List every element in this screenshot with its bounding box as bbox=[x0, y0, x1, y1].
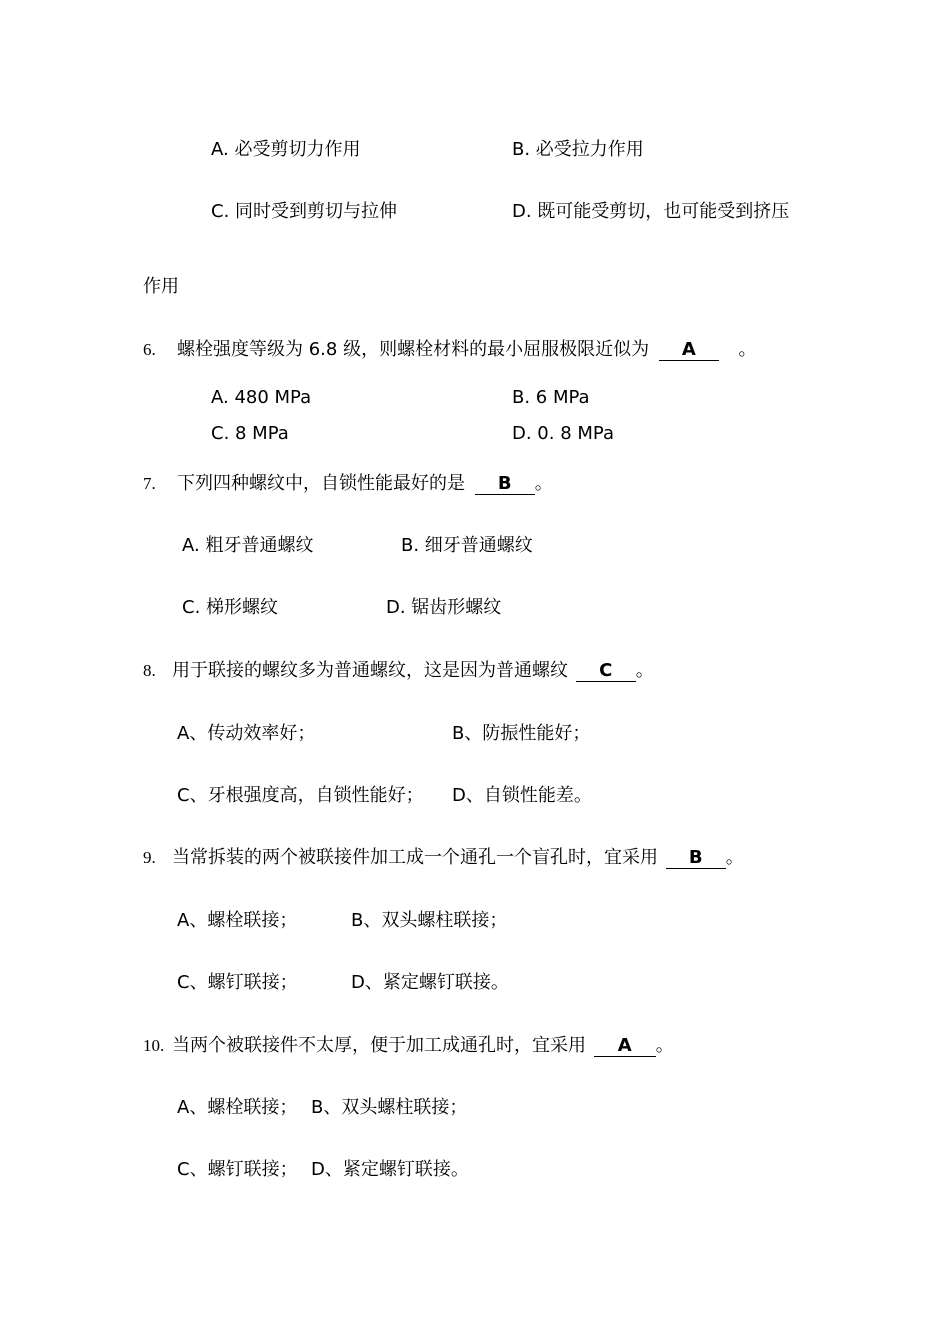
q5-option-d: D. 既可能受剪切，也可能受到挤压 bbox=[512, 201, 790, 222]
question-stem bbox=[177, 472, 553, 496]
q7-option-d: D. 锯齿形螺纹 bbox=[386, 597, 502, 618]
q5-option-b: B. 必受拉力作用 bbox=[512, 139, 644, 160]
q8-option-d: D、自锁性能差。 bbox=[452, 785, 592, 806]
stem-end: 。 bbox=[725, 847, 744, 868]
answer-text: B bbox=[497, 473, 512, 494]
q9-option-c: C、螺钉联接； bbox=[177, 972, 298, 993]
q10-option-a: A、螺栓联接； bbox=[177, 1097, 298, 1118]
question-number: 7. bbox=[143, 474, 156, 493]
q7-option-a: A. 粗牙普通螺纹 bbox=[182, 535, 314, 556]
question-stem bbox=[172, 846, 744, 870]
answer-text: A bbox=[681, 339, 696, 360]
answer-blank bbox=[594, 1036, 656, 1057]
answer-text: A bbox=[617, 1035, 632, 1056]
stem-end: 。 bbox=[655, 1035, 674, 1056]
q8-option-c: C、牙根强度高，自锁性能好； bbox=[177, 785, 424, 806]
q5-option-d-continuation: 作用 bbox=[143, 276, 179, 297]
q6-option-c: C. 8 MPa bbox=[211, 423, 289, 444]
stem-end: 。 bbox=[534, 473, 553, 494]
q9-option-b: B、双头螺柱联接； bbox=[351, 910, 508, 931]
q8-option-b: B、防振性能好； bbox=[452, 723, 591, 744]
q6-option-d: D. 0. 8 MPa bbox=[512, 423, 614, 444]
stem-text: 用于联接的螺纹多为普通螺纹，这是因为普通螺纹 bbox=[172, 660, 568, 681]
q6-option-a: A. 480 MPa bbox=[211, 387, 312, 408]
stem-end: 。 bbox=[635, 660, 654, 681]
question-stem bbox=[172, 659, 654, 683]
q9-option-d: D、紧定螺钉联接。 bbox=[351, 972, 509, 993]
question-number: 9. bbox=[143, 848, 156, 867]
q7-option-b: B. 细牙普通螺纹 bbox=[401, 535, 533, 556]
question-number: 8. bbox=[143, 661, 156, 680]
q10-option-d: D、紧定螺钉联接。 bbox=[311, 1159, 469, 1180]
q10-option-c: C、螺钉联接； bbox=[177, 1159, 298, 1180]
question-number: 10. bbox=[143, 1036, 165, 1055]
question-number: 6. bbox=[143, 340, 156, 359]
stem-text: 螺栓强度等级为 6.8 级，则螺栓材料的最小屈服极限近似为 bbox=[177, 339, 650, 360]
stem-text: 当两个被联接件不太厚，便于加工成通孔时，宜采用 bbox=[172, 1035, 586, 1056]
q5-option-c: C. 同时受到剪切与拉伸 bbox=[211, 201, 398, 222]
question-stem bbox=[172, 1034, 674, 1058]
answer-text: C bbox=[599, 660, 613, 681]
question-stem bbox=[177, 338, 757, 362]
q5-option-a: A. 必受剪切力作用 bbox=[211, 139, 361, 160]
q7-option-c: C. 梯形螺纹 bbox=[182, 597, 279, 618]
answer-blank bbox=[659, 340, 719, 361]
q6-option-b: B. 6 MPa bbox=[512, 387, 590, 408]
stem-text: 下列四种螺纹中，自锁性能最好的是 bbox=[177, 473, 465, 494]
stem-end: 。 bbox=[738, 339, 757, 360]
q9-option-a: A、螺栓联接； bbox=[177, 910, 298, 931]
answer-blank bbox=[576, 661, 636, 682]
q10-option-b: B、双头螺柱联接； bbox=[311, 1097, 468, 1118]
stem-text: 当常拆装的两个被联接件加工成一个通孔一个盲孔时，宜采用 bbox=[172, 847, 658, 868]
q8-option-a: A、传动效率好； bbox=[177, 723, 316, 744]
answer-blank bbox=[475, 474, 535, 495]
answer-text: B bbox=[688, 847, 703, 868]
answer-blank bbox=[666, 848, 726, 869]
